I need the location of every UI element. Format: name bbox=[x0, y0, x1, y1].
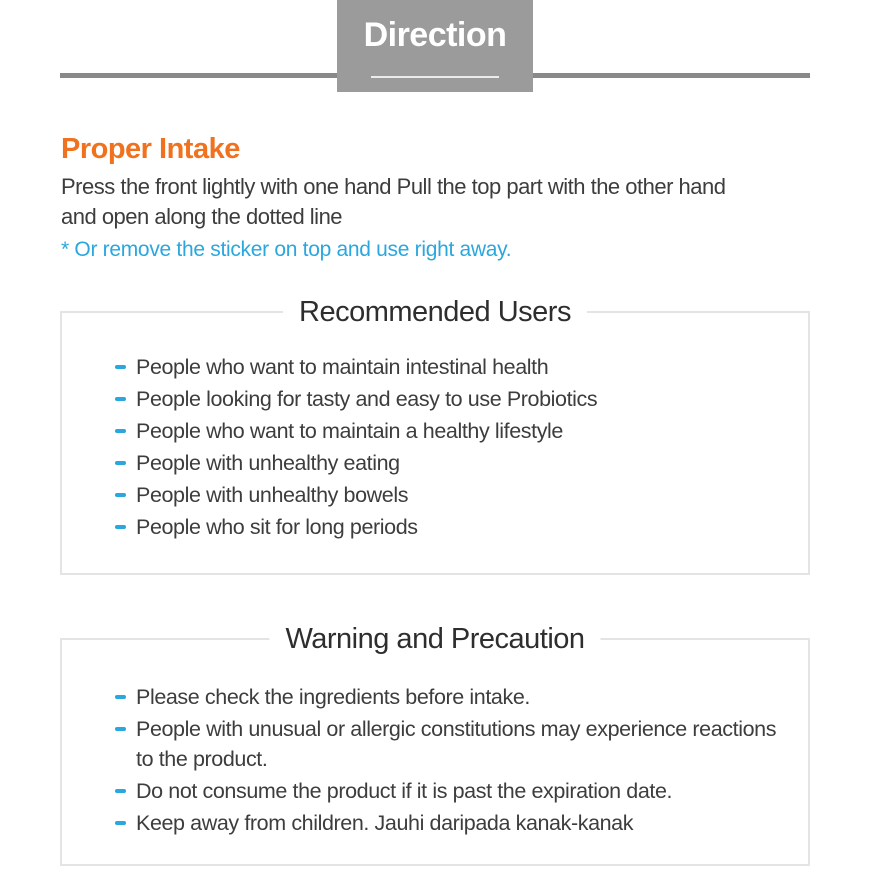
list-item-text: People who sit for long periods bbox=[136, 515, 418, 539]
list-item bbox=[115, 776, 790, 806]
list-item-text: Please check the ingredients before intake. bbox=[136, 685, 530, 709]
list-item-text: People with unhealthy eating bbox=[136, 451, 400, 475]
banner-underline bbox=[371, 76, 499, 78]
dash-bullet-icon bbox=[115, 727, 126, 731]
recommended-users-title: Recommended Users bbox=[283, 293, 587, 331]
warning-precaution-box bbox=[60, 623, 810, 866]
list-item-text: People with unusual or allergic constitutions may experience reactions to the product. bbox=[136, 717, 777, 771]
list-item bbox=[115, 383, 790, 415]
warning-precaution-list bbox=[62, 640, 808, 838]
dash-bullet-icon bbox=[115, 525, 126, 529]
dash-bullet-icon bbox=[115, 493, 126, 497]
proper-intake-section bbox=[61, 132, 810, 264]
list-item-text: People who want to maintain intestinal health bbox=[136, 355, 549, 379]
intake-instruction-line-2: and open along the dotted line bbox=[61, 204, 343, 229]
intake-note: * Or remove the sticker on top and use right away. bbox=[61, 238, 512, 261]
dash-bullet-icon bbox=[115, 365, 126, 369]
list-item bbox=[115, 447, 790, 479]
list-item bbox=[115, 415, 790, 447]
list-item bbox=[115, 714, 790, 774]
dash-bullet-icon bbox=[115, 789, 126, 793]
recommended-users-box bbox=[60, 296, 810, 575]
intake-instruction-line-1: Press the front lightly with one hand Pull the top part with the other hand bbox=[61, 174, 726, 199]
warning-precaution-title: Warning and Precaution bbox=[269, 620, 600, 658]
recommended-users-list bbox=[62, 313, 808, 543]
banner-box bbox=[337, 0, 533, 92]
list-item-text: People with unhealthy bowels bbox=[136, 483, 409, 507]
dash-bullet-icon bbox=[115, 429, 126, 433]
list-item bbox=[115, 479, 790, 511]
list-item-text: People looking for tasty and easy to use Probiotics bbox=[136, 387, 598, 411]
list-item-text: People who want to maintain a healthy lifestyle bbox=[136, 419, 563, 443]
dash-bullet-icon bbox=[115, 821, 126, 825]
list-item bbox=[115, 511, 790, 543]
dash-bullet-icon bbox=[115, 397, 126, 401]
list-item-text: Do not consume the product if it is past the expiration date. bbox=[136, 779, 673, 803]
dash-bullet-icon bbox=[115, 461, 126, 465]
list-item bbox=[115, 808, 790, 838]
section-title: Direction bbox=[363, 16, 507, 54]
list-item-text: Keep away from children. Jauhi daripada kanak-kanak bbox=[136, 811, 634, 835]
proper-intake-heading: Proper Intake bbox=[61, 133, 240, 165]
list-item bbox=[115, 682, 790, 712]
section-banner bbox=[0, 0, 870, 92]
dash-bullet-icon bbox=[115, 695, 126, 699]
list-item bbox=[115, 351, 790, 383]
